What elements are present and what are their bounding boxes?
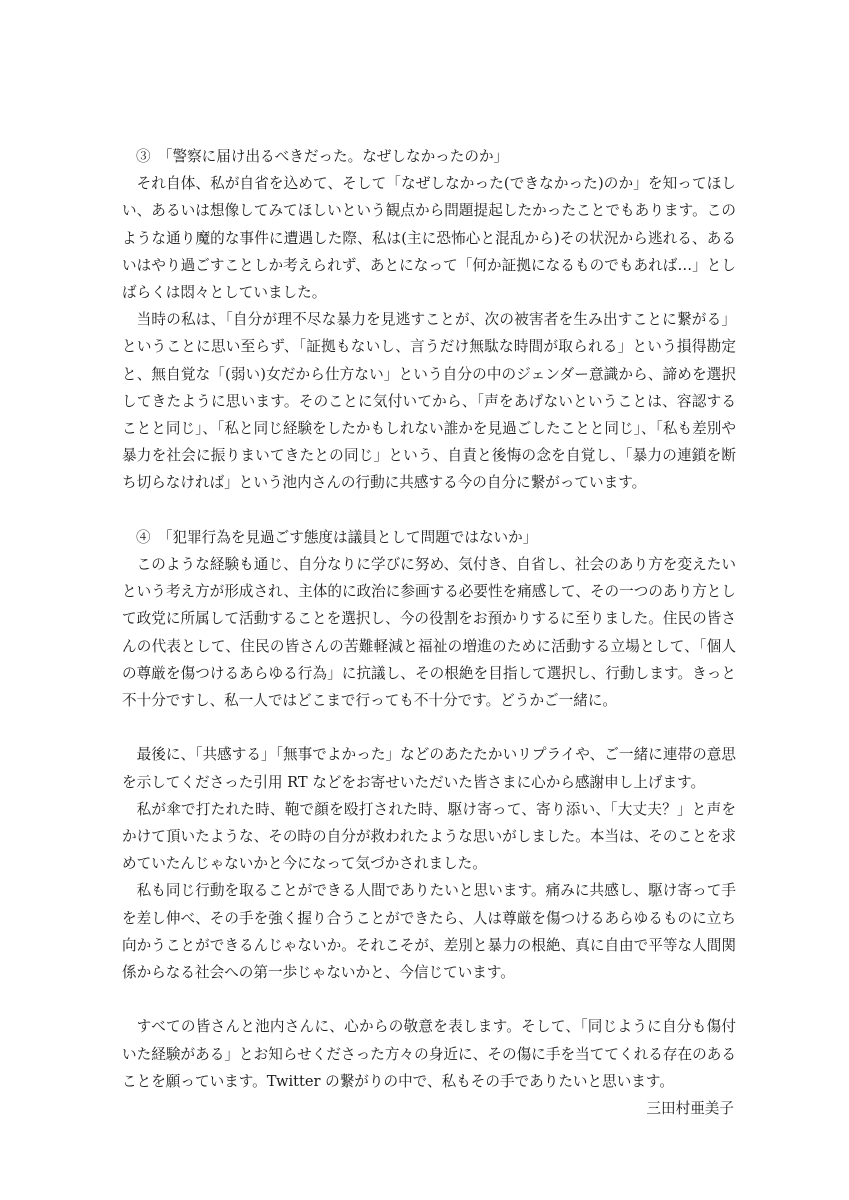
closing-paragraph-1: 最後に、「共感する」「無事でよかった」などのあたたかいリプライや、ご一緒に連帯の意思を示してくださった引用 RT などをお寄せいただいた皆さまに心から感謝申し上げます。 [122, 746, 736, 791]
section-3-heading: ③ 「警察に届け出るべきだった。なぜしなかったのか」 [136, 148, 509, 165]
closing-paragraph-3: 私も同じ行動を取ることができる人間でありたいと思います。痛みに共感し、駆け寄って手を差し伸べ、その手を強く握り合うことができたら、人は尊厳を傷つけるあらゆるものに立ち向かうことができるんじゃないか。それこそが、差別と暴力の根絶、真に自由で平等な人間関係からなる社会への第一歩じゃないかと、今信じています。 [122, 882, 736, 982]
section-spacer [122, 714, 736, 741]
section-spacer [122, 986, 736, 1013]
closing-paragraph-2: 私が傘で打たれた時、鞄で顔を殴打された時、駆け寄って、寄り添い、「大丈夫？」と声をかけて頂いたような、その時の自分が救われたような思いがしました。本当は、そのことを求めていたんじゃないかと今になって気づかされました。 [122, 800, 736, 873]
section-3-paragraph-2: 当時の私は、「自分が理不尽な暴力を見逃すことが、次の被害者を生み出すことに繋がる」ということに思い至らず、「証拠もないし、言うだけ無駄な時間が取られる」という損得勘定と、無自覚な「(弱い)女だから仕方ない」という自分の中のジェンダー意識から、諦めを選択してきたように思います。そのことに気付いてから、「声をあげないということは、容認することと同じ」、「私と同じ経験をしたかもしれない誰かを見過ごしたことと同じ」、「私も差別や暴力を社会に振りまいてきたとの同じ」という、自責と後悔の念を自覚し、「暴力の連鎖を断ち切らなければ」という池内さんの行動に共感する今の自分に繋がっています。 [122, 311, 736, 492]
author-signature: 三田村亜美子 [646, 1100, 734, 1118]
section-4-paragraph-1: このような経験も通じ、自分なりに学びに努め、気付き、自省し、社会のあり方を変えたいという考え方が形成され、主体的に政治に参画する必要性を痛感して、その一つのあり方として政党に所属して活動することを選択し、今の役割をお預かりするに至りました。住民の皆さんの代表として、住民の皆さんの苦難軽減と福祉の増進のために活動する立場として、「個人の尊厳を傷つけるあらゆる行為」に抗議し、その根絶を目指して選択し、行動します。きっと不十分ですし、私一人ではどこまで行っても不十分です。どうかご一緒に。 [122, 556, 736, 710]
section-spacer [122, 497, 736, 524]
document-page [122, 143, 736, 1122]
section-4-heading: ④ 「犯罪行為を見過ごす態度は議員として問題ではないか」 [136, 528, 538, 546]
section-3-paragraph-1: それ自体、私が自省を込めて、そして「なぜしなかった(できなかった)のか」を知ってほしい、あるいは想像してみてほしいという観点から問題提起したかったことでもあります。このような通り魔的な事件に遭遇した際、私は(主に恐怖心と混乱から)その状況から逃れる、あるいはやり過ごすことしか考えられず、あとになって「何か証拠になるものでもあれば…」としばらくは悶々としていました。 [122, 175, 736, 302]
final-paragraph: すべての皆さんと池内さんに、心からの敬意を表します。そして、「同じように自分も傷付いた経験がある」とお知らせくださった方々の身近に、その傷に手を当ててくれる存在のあることを願っています。Twitter の繋がりの中で、私もその手でありたいと思います。 [122, 1018, 736, 1090]
